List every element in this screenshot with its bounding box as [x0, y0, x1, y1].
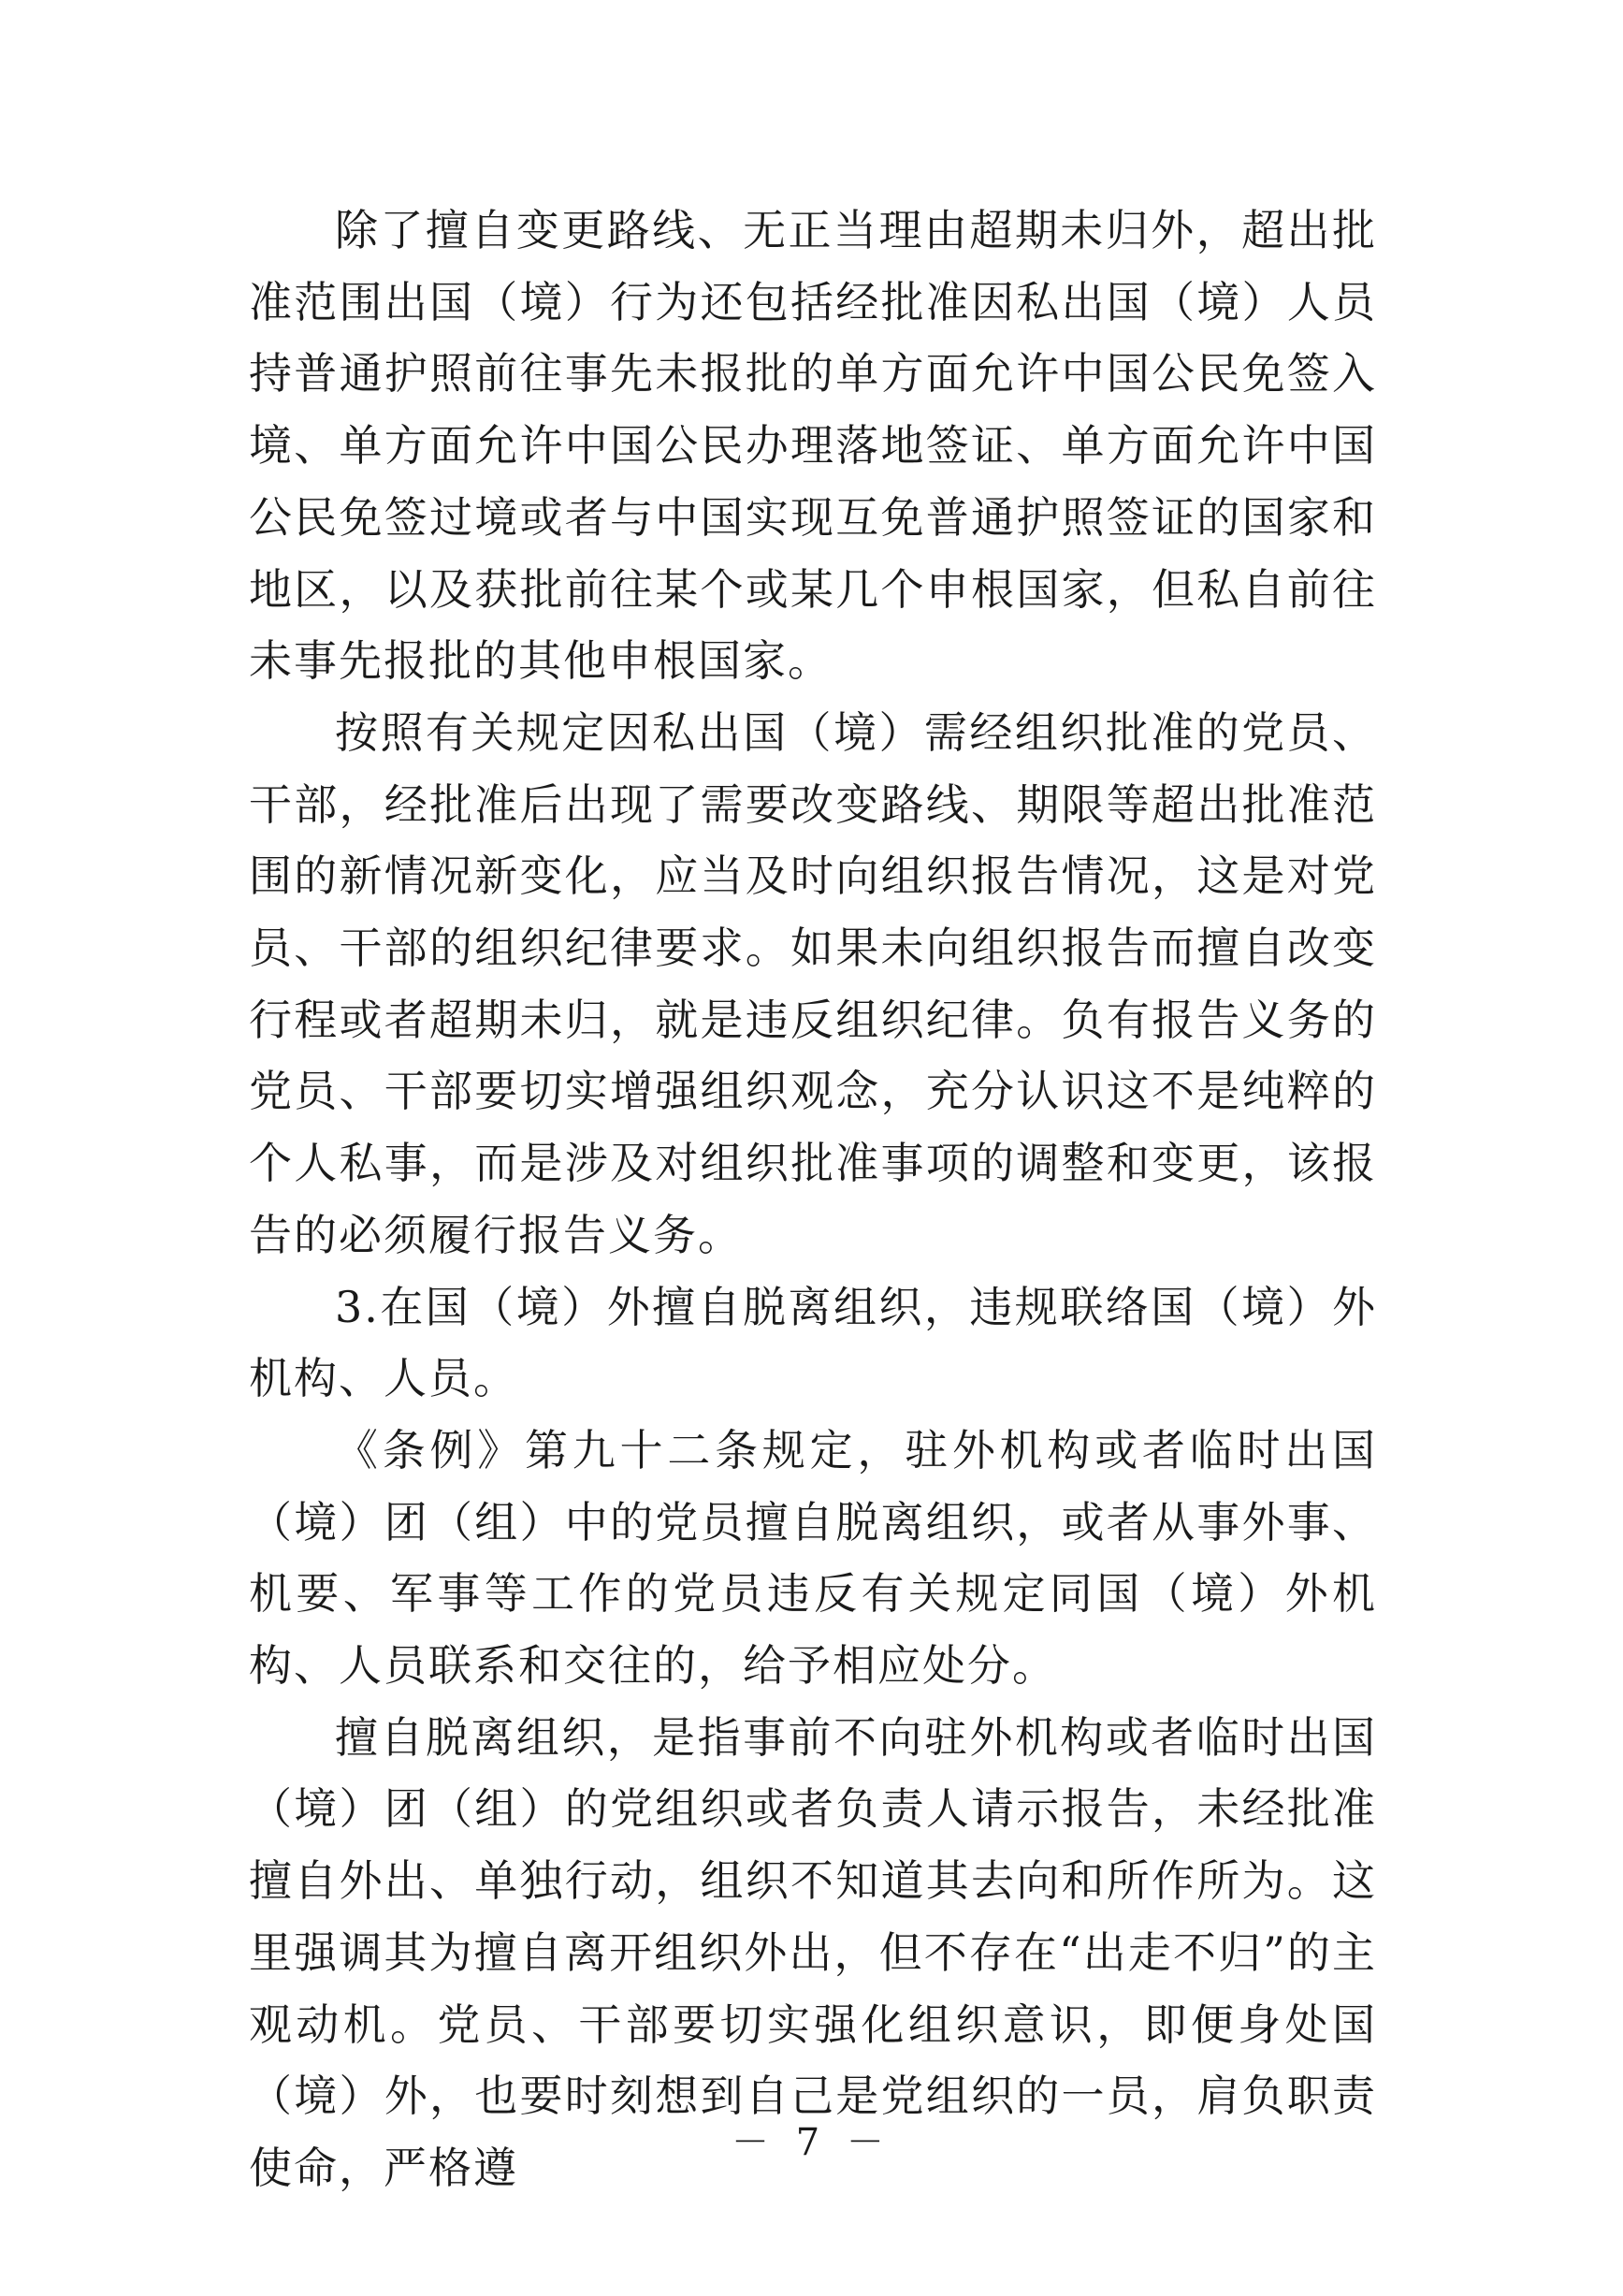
paragraph-5: 擅自脱离组织，是指事前不向驻外机构或者临时出国（境）团（组）的党组织或者负责人请示报告，未经批准擅自外出、单独行动，组织不知道其去向和所作所为。这里强调其为擅自离开组织外出，但不存在“出走不归”的主观动机。党员、干部要切实强化组织意识，即便身处国（境）外，也要时刻想到自己是党组织的一员，肩负职责使命，严格遵	[249, 1711, 1377, 2193]
page-number: － 7 －	[732, 2121, 891, 2164]
body-text	[249, 195, 1377, 2204]
paragraph-4: 《条例》第九十二条规定，驻外机构或者临时出国（境）团（组）中的党员擅自脱离组织，或者从事外事、机要、军事等工作的党员违反有关规定同国（境）外机构、人员联系和交往的，给予相应处分。	[249, 1424, 1377, 1692]
paragraph-3-section-heading: 3.在国（境）外擅自脱离组织，违规联络国（境）外机构、人员。	[249, 1281, 1377, 1404]
paragraph-1: 除了擅自变更路线、无正当理由超期未归外，超出批准范围出国（境）行为还包括经批准因私出国（境）人员持普通护照前往事先未报批的单方面允许中国公民免签入境、单方面允许中国公民办理落地签证、单方面允许中国公民免签过境或者与中国实现互免普通护照签证的国家和地区，以及获批前往某个或某几个申根国家，但私自前往未事先报批的其他申根国家。	[249, 205, 1377, 687]
paragraph-2: 按照有关规定因私出国（境）需经组织批准的党员、干部，经批准后出现了需要改变路线、期限等超出批准范围的新情况新变化，应当及时向组织报告情况，这是对党员、干部的组织纪律要求。如果未向组织报告而擅自改变行程或者超期未归，就是违反组织纪律。负有报告义务的党员、干部要切实增强组织观念，充分认识这不是纯粹的个人私事，而是涉及对组织批准事项的调整和变更，该报告的必须履行报告义务。	[249, 706, 1377, 1260]
